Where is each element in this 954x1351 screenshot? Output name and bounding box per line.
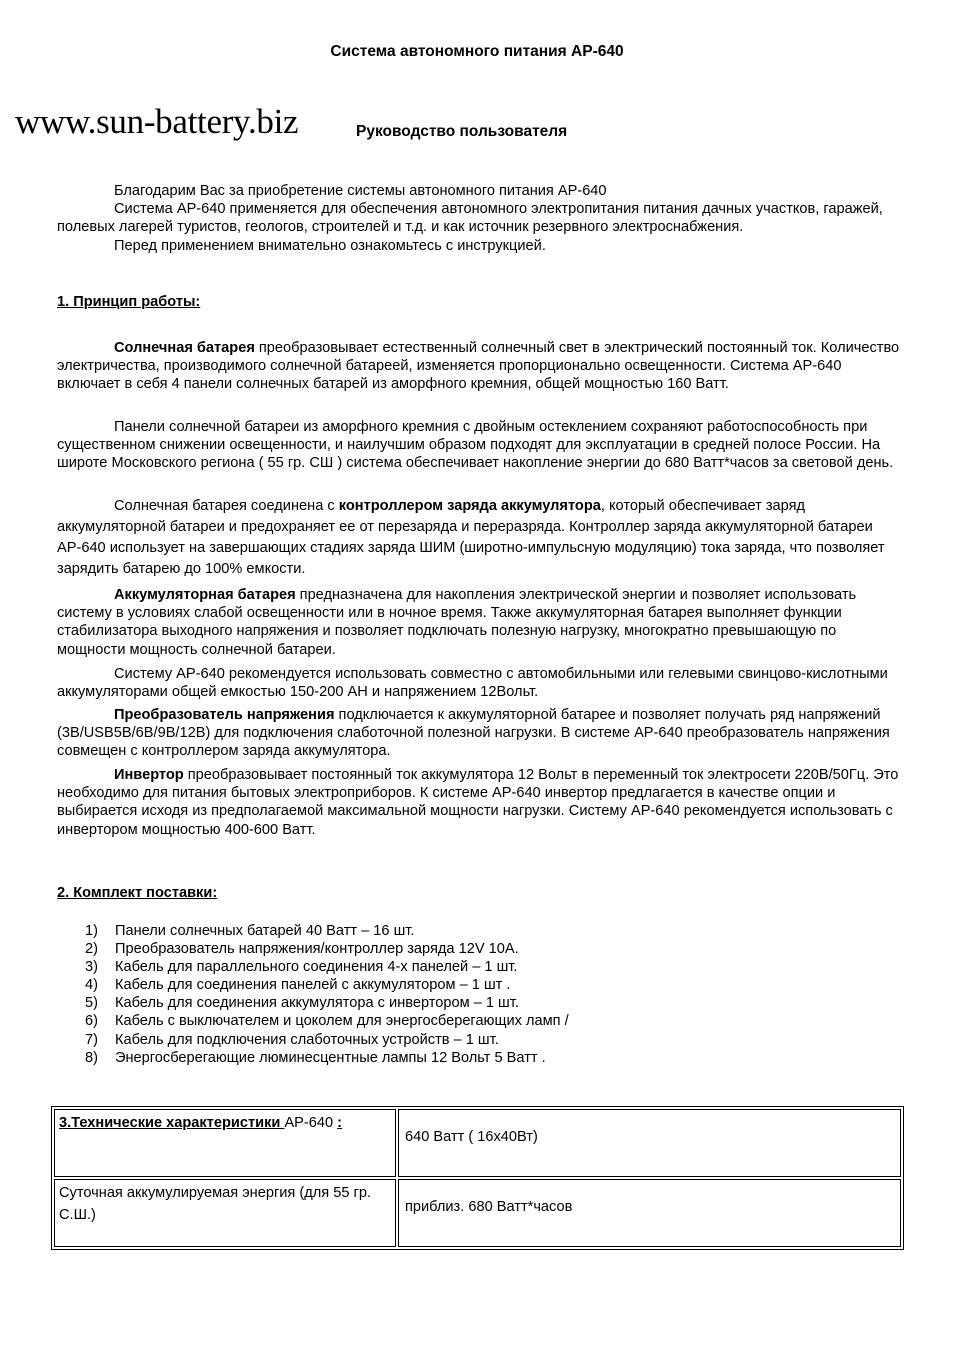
document-title: Система автономного питания АР-640	[330, 43, 624, 60]
accumulator-paragraph	[57, 586, 907, 659]
controller-paragraph	[57, 496, 907, 580]
list-item: 5) Кабель для соединения аккумулятора с инвертором – 1 шт.	[85, 995, 519, 1012]
intro-line-1: Благодарим Вас за приобретение системы автономного питания АР-640	[114, 183, 607, 199]
section-2-heading: 2. Комплект поставки:	[57, 885, 218, 901]
list-item: 6) Кабель с выключателем и цоколем для энергосберегающих ламп /	[85, 1013, 569, 1030]
solar-battery-term: Солнечная батарея	[114, 340, 255, 356]
inverter-text: преобразовывает постоянный ток аккумулятора 12 Вольт в переменный ток электросети 220В/50Гц. Это необходимо для питания бытовых электроприборов. К системе АР-640 инвертор предлагается в качестве опции и выбирается исходя из предполагаемой максимальной мощности нагрузки. Систему АР-640 рекомендуется использовать с инвертором мощностью 400-600 Ватт.	[57, 767, 899, 838]
section-3-heading: 3.Технические характеристики	[59, 1115, 285, 1131]
delivery-list	[57, 922, 569, 1067]
section-1-heading: 1. Принцип работы:	[57, 294, 201, 310]
solar-battery-paragraph	[57, 339, 907, 394]
daily-energy-label-cell: Суточная аккумулируемая энергия (для 55 гр. С.Ш.)	[54, 1179, 396, 1247]
accumulator-text: предназначена для накопления электрической энергии и позволяет использовать систему в условиях слабой освещенности или в ночное время. Также аккумуляторная батарея выполняет функции стабилизатора выходного напряжения и позволяет подключать полезную нагрузку, многократно превышающую по мощности мощность солнечной батареи.	[57, 587, 857, 658]
intro-paragraph	[57, 182, 907, 255]
list-item: 7) Кабель для подключения слаботочных устройств – 1 шт.	[85, 1031, 499, 1048]
power-value-cell: 640 Ватт ( 16х40Вт)	[398, 1109, 901, 1177]
intro-line-2: Система АР-640 применяется для обеспечения автономного электропитания питания дачных участков, гаражей, полевых лагерей туристов, геологов, строителей и т.д. и как источник резервного электроснабжения.	[57, 201, 883, 236]
spec-table	[51, 1106, 904, 1250]
spec-heading-cell: 3.Технические характеристики АР-640 :	[54, 1109, 396, 1177]
list-item: 3) Кабель для параллельного соединения 4-х панелей – 1 шт.	[85, 959, 518, 976]
inverter-term: Инвертор	[114, 767, 184, 783]
accumulator-recommendation-paragraph: Систему АР-640 рекомендуется использовать совместно с автомобильными или гелевыми свинцово-кислотными аккумуляторами общей емкостью 150-200 АН и напряжением 12Вольт.	[57, 666, 888, 701]
converter-term: Преобразователь напряжения	[114, 707, 335, 723]
accumulator-term: Аккумуляторная батарея	[114, 587, 296, 603]
table-row	[54, 1109, 901, 1177]
website-link[interactable]: www.sun-battery.biz	[15, 102, 299, 141]
intro-line-3: Перед применением внимательно ознакомьтесь с инструкцией.	[114, 237, 546, 254]
list-item: 2) Преобразователь напряжения/контроллер заряда 12V 10А.	[85, 941, 519, 958]
converter-text: подключается к аккумуляторной батарее и позволяет получать ряд напряжений (3В/USB5В/6В/9В/12В) для подключения слаботочной полезной нагрузки. В системе АР-640 преобразователь напряжения совмещен с контроллером заряда аккумулятора.	[57, 707, 890, 760]
list-item: 8) Энергосберегающие люминесцентные лампы 12 Вольт 5 Ватт .	[85, 1049, 546, 1066]
solar-battery-text: преобразовывает естественный солнечный свет в электрический постоянный ток. Количество электричества, производимого солнечной батареей, изменяется пропорционально освещенности. Система АР-640 включает в себя 4 панели солнечных батарей из аморфного кремния, общей мощностью 160 Ватт.	[57, 340, 900, 393]
list-item: 1) Панели солнечных батарей 40 Ватт – 16 шт.	[85, 923, 415, 939]
controller-text-pre: Солнечная батарея соединена с	[114, 498, 339, 514]
controller-text: , который обеспечивает заряд аккумуляторной батареи и предохраняет ее от перезаряда и переразряда. Контроллер заряда аккумуляторной батареи АР-640 использует на завершающих стадиях заряда ШИМ (широтно-импульсную модуляцию) тока заряда, что позволяет зарядить батарею до 100% емкости.	[57, 498, 885, 577]
controller-term: контроллером заряда аккумулятора	[338, 498, 601, 514]
converter-paragraph	[57, 706, 907, 761]
document-subtitle: Руководство пользователя	[356, 123, 568, 140]
amorphous-panels-paragraph: Панели солнечной батареи из аморфного кремния с двойным остеклением сохраняют работоспособность при существенном снижении освещенности, и наилучшим образом подходят для эксплуатации в средней полосе России. На широте Московского региона ( 55 гр. СШ ) система обеспечивает накопление энергии до 680 Ватт*часов за световой день.	[57, 419, 894, 472]
inverter-paragraph	[57, 766, 907, 839]
table-row	[54, 1179, 901, 1247]
list-item: 4) Кабель для соединения панелей с аккумулятором – 1 шт .	[85, 977, 511, 994]
daily-energy-value-cell: приблиз. 680 Ватт*часов	[398, 1179, 901, 1247]
